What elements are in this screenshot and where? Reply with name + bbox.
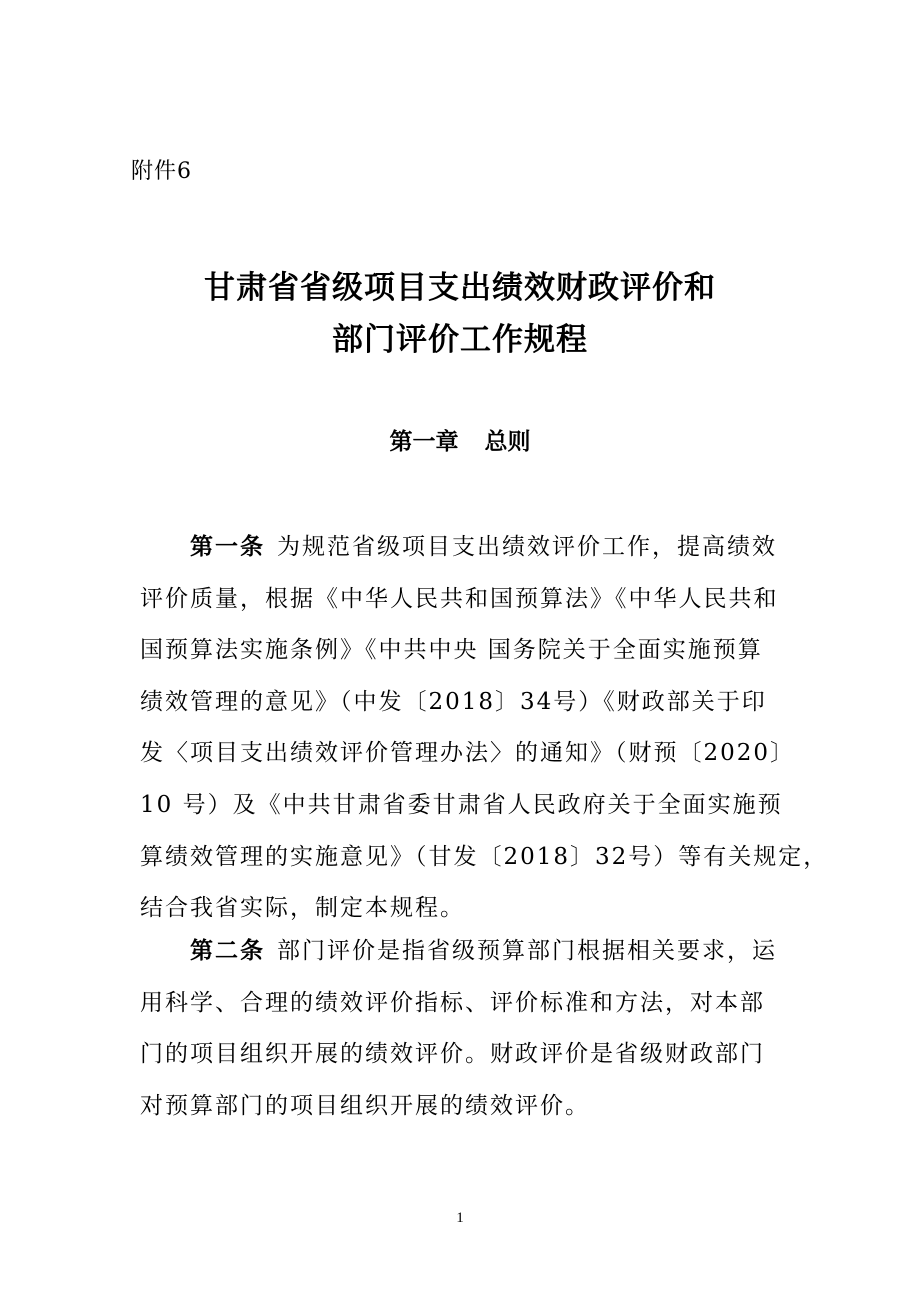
paragraph-text: 部门评价是指省级预算部门根据相关要求，运 (277, 938, 777, 964)
paragraph-line: 国预算法实施条例》《中共中央 国务院关于全面实施预算 (140, 637, 763, 664)
document-title (0, 262, 920, 366)
paragraph-line: 绩效管理的意见》（中发〔2018〕34号）《财政部关于印 (140, 688, 767, 715)
article-2 (140, 926, 785, 1132)
attachment-label: 附件6 (131, 159, 192, 184)
paragraph-line: 算绩效管理的实施意见》（甘发〔2018〕32号）等有关规定， (140, 843, 829, 870)
paragraph-line: 10 号）及《中共甘肃省委甘肃省人民政府关于全面实施预 (140, 791, 783, 818)
paragraph-line: 评价质量，根据《中华人民共和国预算法》《中华人民共和 (140, 585, 779, 612)
title-line-2: 部门评价工作规程 (332, 322, 588, 358)
chapter-heading (0, 426, 920, 458)
article-label: 第二条 (190, 938, 265, 964)
page-number: 1 (456, 1210, 464, 1226)
paragraph-line: 用科学、合理的绩效评价指标、评价标准和方法，对本部 (140, 989, 765, 1016)
paragraph-line (140, 926, 785, 978)
chapter-name: 总则 (484, 429, 531, 455)
paragraph-text: 为规范省级项目支出绩效评价工作，提高绩效 (277, 534, 777, 560)
paragraph-line: 结合我省实际，制定本规程。 (140, 895, 465, 922)
paragraph-line: 对预算部门的项目组织开展的绩效评价。 (140, 1092, 590, 1119)
article-1 (140, 522, 829, 935)
paragraph-line (140, 522, 785, 574)
article-label: 第一条 (190, 534, 265, 560)
chapter-number: 第一章 (389, 429, 459, 455)
paragraph-line: 门的项目组织开展的绩效评价。财政评价是省级财政部门 (140, 1041, 765, 1068)
paragraph-line: 发〈项目支出绩效评价管理办法〉的通知》（财预〔2020〕 (140, 740, 796, 767)
title-line-1: 甘肃省省级项目支出绩效财政评价和 (204, 270, 716, 306)
